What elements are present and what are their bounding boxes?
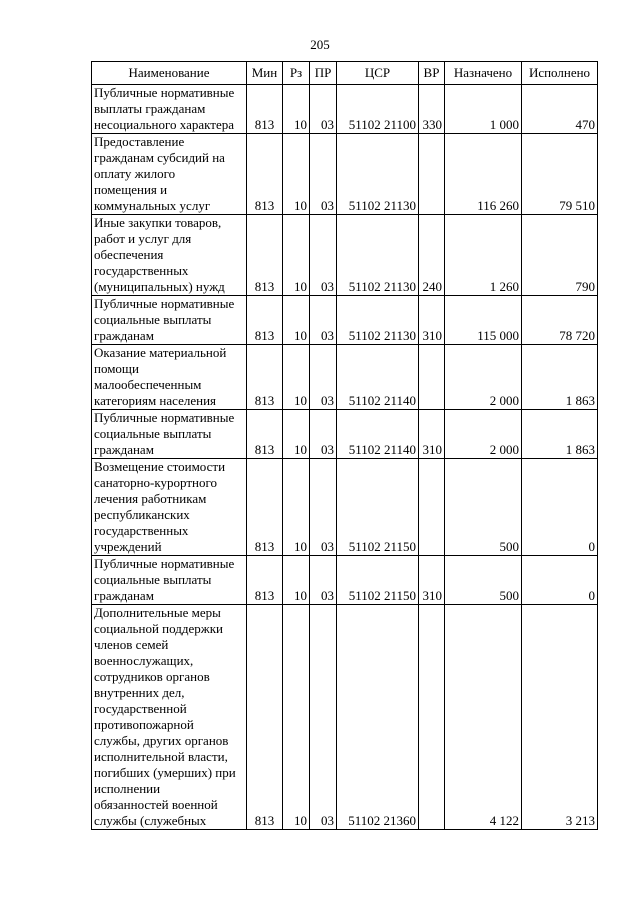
header-pr: ПР [310, 62, 337, 85]
table-row [92, 134, 598, 215]
cell-csr: 51102 21150 [337, 556, 419, 605]
cell-vr: 240 [419, 215, 445, 296]
name-line: республиканских [94, 507, 190, 522]
header-vr: ВР [419, 62, 445, 85]
name-line: Предоставление [94, 134, 185, 149]
cell-executed: 470 [522, 85, 598, 134]
name-line: (муниципальных) нужд [94, 279, 225, 294]
name-line: социальные выплаты [94, 426, 212, 441]
cell-vr [419, 459, 445, 556]
cell-vr [419, 605, 445, 830]
table-row [92, 296, 598, 345]
cell-csr: 51102 21100 [337, 85, 419, 134]
cell-vr: 310 [419, 296, 445, 345]
budget-table [91, 61, 598, 830]
cell-name [92, 345, 247, 410]
name-line: несоциального характера [94, 117, 234, 132]
name-line: службы, других органов [94, 733, 229, 748]
cell-name [92, 215, 247, 296]
name-line: лечения работникам [94, 491, 207, 506]
cell-rz: 10 [283, 605, 310, 830]
name-line: исполнительной власти, [94, 749, 228, 764]
cell-rz: 10 [283, 556, 310, 605]
name-line: Публичные нормативные [94, 85, 235, 100]
name-line: Дополнительные меры [94, 605, 221, 620]
cell-assigned: 2 000 [445, 345, 522, 410]
cell-vr [419, 345, 445, 410]
name-line: гражданам [94, 328, 154, 343]
cell-rz: 10 [283, 345, 310, 410]
cell-min: 813 [247, 556, 283, 605]
cell-assigned: 2 000 [445, 410, 522, 459]
cell-assigned: 116 260 [445, 134, 522, 215]
cell-vr [419, 134, 445, 215]
name-line: государственных [94, 263, 189, 278]
cell-name [92, 605, 247, 830]
cell-min: 813 [247, 345, 283, 410]
header-row [92, 62, 598, 85]
cell-executed: 78 720 [522, 296, 598, 345]
name-line: социальные выплаты [94, 572, 212, 587]
cell-csr: 51102 21130 [337, 215, 419, 296]
name-line: работ и услуг для [94, 231, 192, 246]
header-rz: Рз [283, 62, 310, 85]
name-line: Публичные нормативные [94, 296, 235, 311]
name-line: выплаты гражданам [94, 101, 206, 116]
name-line: исполнении [94, 781, 161, 796]
cell-vr: 310 [419, 556, 445, 605]
cell-pr: 03 [310, 410, 337, 459]
cell-pr: 03 [310, 296, 337, 345]
cell-min: 813 [247, 85, 283, 134]
name-line: коммунальных услуг [94, 198, 211, 213]
table-row [92, 215, 598, 296]
name-line: Публичные нормативные [94, 556, 235, 571]
cell-pr: 03 [310, 556, 337, 605]
cell-pr: 03 [310, 459, 337, 556]
cell-assigned: 1 260 [445, 215, 522, 296]
cell-executed: 0 [522, 459, 598, 556]
table-row [92, 85, 598, 134]
cell-min: 813 [247, 605, 283, 830]
cell-name [92, 296, 247, 345]
cell-assigned: 500 [445, 459, 522, 556]
cell-csr: 51102 21150 [337, 459, 419, 556]
name-line: гражданам [94, 442, 154, 457]
cell-name [92, 410, 247, 459]
cell-executed: 1 863 [522, 410, 598, 459]
cell-min: 813 [247, 459, 283, 556]
name-line: помещения и [94, 182, 168, 197]
cell-csr: 51102 21130 [337, 134, 419, 215]
cell-pr: 03 [310, 605, 337, 830]
name-line: обязанностей военной [94, 797, 218, 812]
cell-assigned: 500 [445, 556, 522, 605]
name-line: сотрудников органов [94, 669, 210, 684]
name-line: Публичные нормативные [94, 410, 235, 425]
table-row [92, 410, 598, 459]
cell-csr: 51102 21140 [337, 410, 419, 459]
name-line: противопожарной [94, 717, 194, 732]
name-line: учреждений [94, 539, 162, 554]
cell-min: 813 [247, 296, 283, 345]
cell-executed: 3 213 [522, 605, 598, 830]
cell-name [92, 85, 247, 134]
name-line: оплату жилого [94, 166, 176, 181]
cell-rz: 10 [283, 459, 310, 556]
name-line: военнослужащих, [94, 653, 194, 668]
name-line: социальные выплаты [94, 312, 212, 327]
cell-executed: 0 [522, 556, 598, 605]
cell-csr: 51102 21140 [337, 345, 419, 410]
cell-min: 813 [247, 410, 283, 459]
cell-pr: 03 [310, 85, 337, 134]
table-row [92, 459, 598, 556]
name-line: Иные закупки товаров, [94, 215, 222, 230]
cell-executed: 790 [522, 215, 598, 296]
cell-pr: 03 [310, 134, 337, 215]
name-line: помощи [94, 361, 139, 376]
cell-name [92, 556, 247, 605]
cell-executed: 1 863 [522, 345, 598, 410]
cell-name [92, 134, 247, 215]
cell-min: 813 [247, 215, 283, 296]
cell-min: 813 [247, 134, 283, 215]
cell-rz: 10 [283, 410, 310, 459]
header-executed: Исполнено [522, 62, 598, 85]
name-line: гражданам субсидий на [94, 150, 225, 165]
name-line: членов семей [94, 637, 169, 652]
name-line: санаторно-курортного [94, 475, 217, 490]
name-line: службы (служебных [94, 813, 207, 828]
cell-rz: 10 [283, 215, 310, 296]
table-row [92, 345, 598, 410]
cell-assigned: 115 000 [445, 296, 522, 345]
cell-vr: 310 [419, 410, 445, 459]
cell-csr: 51102 21360 [337, 605, 419, 830]
name-line: гражданам [94, 588, 154, 603]
cell-pr: 03 [310, 215, 337, 296]
table-row [92, 556, 598, 605]
cell-executed: 79 510 [522, 134, 598, 215]
header-csr: ЦСР [337, 62, 419, 85]
name-line: погибших (умерших) при [94, 765, 236, 780]
cell-assigned: 4 122 [445, 605, 522, 830]
cell-name [92, 459, 247, 556]
cell-rz: 10 [283, 296, 310, 345]
name-line: Возмещение стоимости [94, 459, 226, 474]
cell-csr: 51102 21130 [337, 296, 419, 345]
name-line: обеспечения [94, 247, 164, 262]
name-line: внутренних дел, [94, 685, 185, 700]
name-line: категориям населения [94, 393, 217, 408]
cell-assigned: 1 000 [445, 85, 522, 134]
cell-rz: 10 [283, 85, 310, 134]
name-line: государственных [94, 523, 189, 538]
page-number: 205 [310, 37, 330, 52]
header-min: Мин [247, 62, 283, 85]
name-line: государственной [94, 701, 187, 716]
name-line: Оказание материальной [94, 345, 227, 360]
cell-pr: 03 [310, 345, 337, 410]
header-assigned: Назначено [445, 62, 522, 85]
table-row [92, 605, 598, 830]
name-line: малообеспеченным [94, 377, 202, 392]
name-line: социальной поддержки [94, 621, 223, 636]
cell-rz: 10 [283, 134, 310, 215]
cell-vr: 330 [419, 85, 445, 134]
header-name: Наименование [92, 62, 247, 85]
